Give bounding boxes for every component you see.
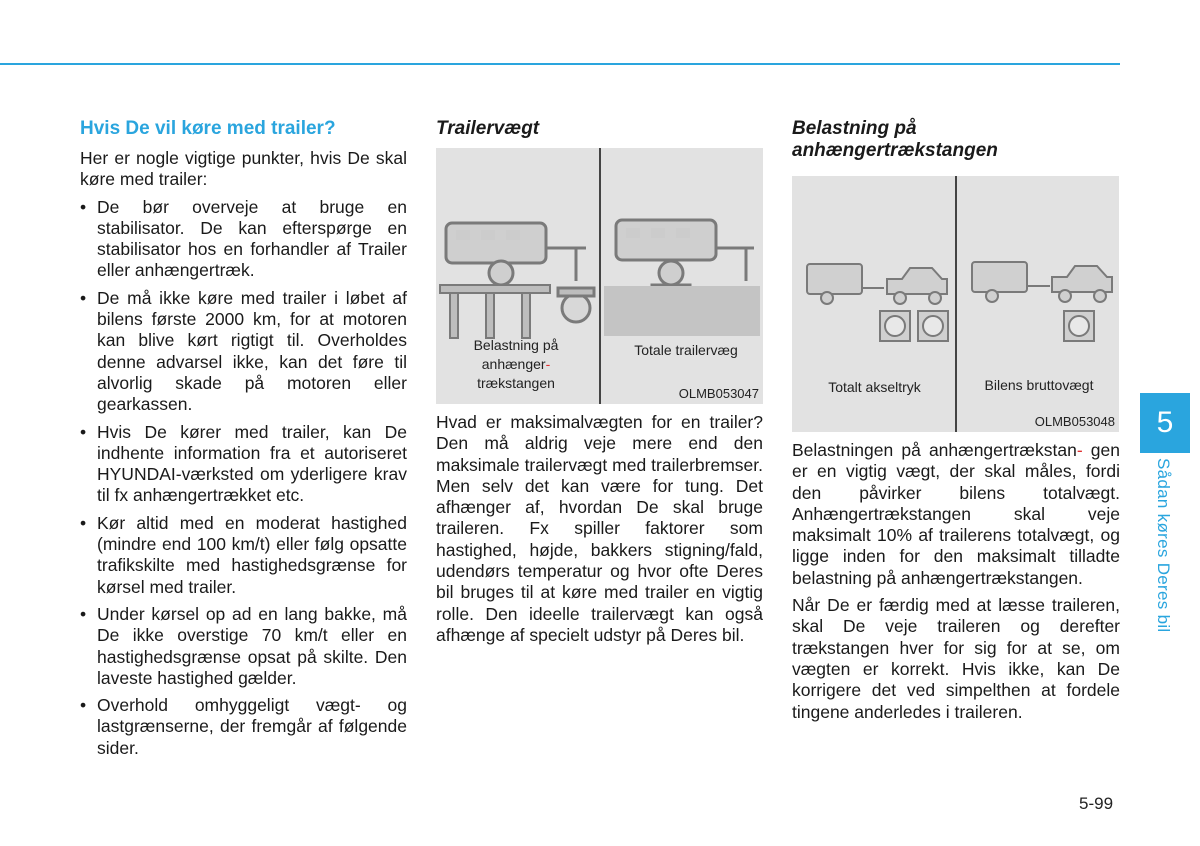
section-heading: Belastning på anhængertrækstangen	[792, 118, 998, 161]
intro-paragraph: Her er nogle vigtige punkter, hvis De skal køre med trailer:	[80, 148, 407, 190]
list-item: • Under kørsel op ad en lang bakke, må De ikke overstige 70 km/t eller en hastighedsgrænse opsat på skilte. Den laveste hastighed gælder.	[80, 604, 407, 689]
caption-hyphen: -	[545, 356, 551, 372]
page-number: 5-99	[1079, 794, 1114, 813]
tips-list	[80, 197, 407, 759]
text-span: gen er en vigtig vægt, der skal måles, fordi den påvirker bilens totalvægt. Anhængertrækstangen skal veje maksimalt 10% af trailerens totalvægt, og ligge inden for den maksimalt tilladte belastning på anhængertrækstangen.	[792, 440, 1120, 588]
section-heading: Hvis De vil køre med trailer?	[80, 118, 336, 139]
list-item: • De bør overveje at bruge en stabilisator. De kan efterspørge en stabilisator hos en forhandler af Trailer eller anhængertræk.	[80, 197, 407, 282]
list-item: • Kør altid med en moderat hastighed (mindre end 100 km/t) eller følg opsatte trafikskilte med hastighedsgrænse for kørsel med trailer.	[80, 513, 407, 598]
section-heading: Trailervægt	[436, 118, 540, 139]
caption-gross-vehicle-weight: Bilens bruttovægt	[984, 377, 1094, 393]
column-trailer-weight	[436, 118, 763, 652]
column-tongue-load	[792, 118, 1120, 729]
body-paragraph: Hvad er maksimalvægten for en trailer? Den må aldrig veje mere end den maksimale trailervægt med trailerbremser. Men selv det kan være for tung. Det afhænger af, hvordan De skal bruge traileren. Fx spiller faktorer som hastighed, højde, bakkers stigning/fald, udendørs temperatur og hvor ofte Deres bil bruges til at køre med trailer en vigtig rolle. Den ideelle trailervægt kan også afhænge af specielt udstyr på Deres bil.	[436, 412, 763, 645]
figure-divider	[599, 148, 601, 404]
figure-code: OLMB053048	[1034, 414, 1115, 429]
column-towing-tips	[80, 118, 407, 765]
hyphen: -	[1076, 440, 1083, 460]
figure-code: OLMB053047	[678, 386, 759, 401]
text-span: Belastningen på anhængertrækstan	[792, 440, 1077, 460]
caption-total-axle-load: Totalt akseltryk	[828, 379, 921, 395]
caption-text: anhænger	[481, 356, 546, 372]
list-item: • Hvis De kører med trailer, kan De indhente information fra et autoriseret HYUNDAI-værksted om yderligere krav til fx anhængertrækket etc.	[80, 422, 407, 507]
caption-text: Belastning på	[473, 337, 559, 353]
chapter-tab: 5	[1140, 393, 1190, 453]
caption-total-trailer-weight: Totale trailervæg	[634, 342, 738, 358]
tongue-load-figure	[792, 176, 1119, 432]
list-item: • De må ikke køre med trailer i løbet af bilens første 2000 km, for at motoren kan blive kørt rigtigt til. Overholdes denne advarsel ikke, kan det føre til alvorlig skade på motoren eller gearkassen.	[80, 288, 407, 416]
header-rule	[0, 63, 1120, 65]
body-paragraph: Når De er færdig med at læsse traileren, skal De veje traileren og derefter trækstangen hver for sig for at se, om vægten er korrekt. Hvis ikke, kan De korrigere det ved simpelthen at fordele tingene anderledes i traileren.	[792, 595, 1120, 722]
list-item: • Overhold omhyggeligt vægt- og lastgrænserne, der fremgår af følgende sider.	[80, 695, 407, 759]
caption-text: trækstangen	[477, 375, 555, 391]
chapter-title: Sådan køres Deres bil	[1154, 458, 1173, 633]
caption-hitch-load	[446, 336, 586, 393]
figure-divider	[955, 176, 957, 432]
trailer-weight-figure	[436, 148, 763, 404]
body-paragraph	[792, 440, 1120, 589]
